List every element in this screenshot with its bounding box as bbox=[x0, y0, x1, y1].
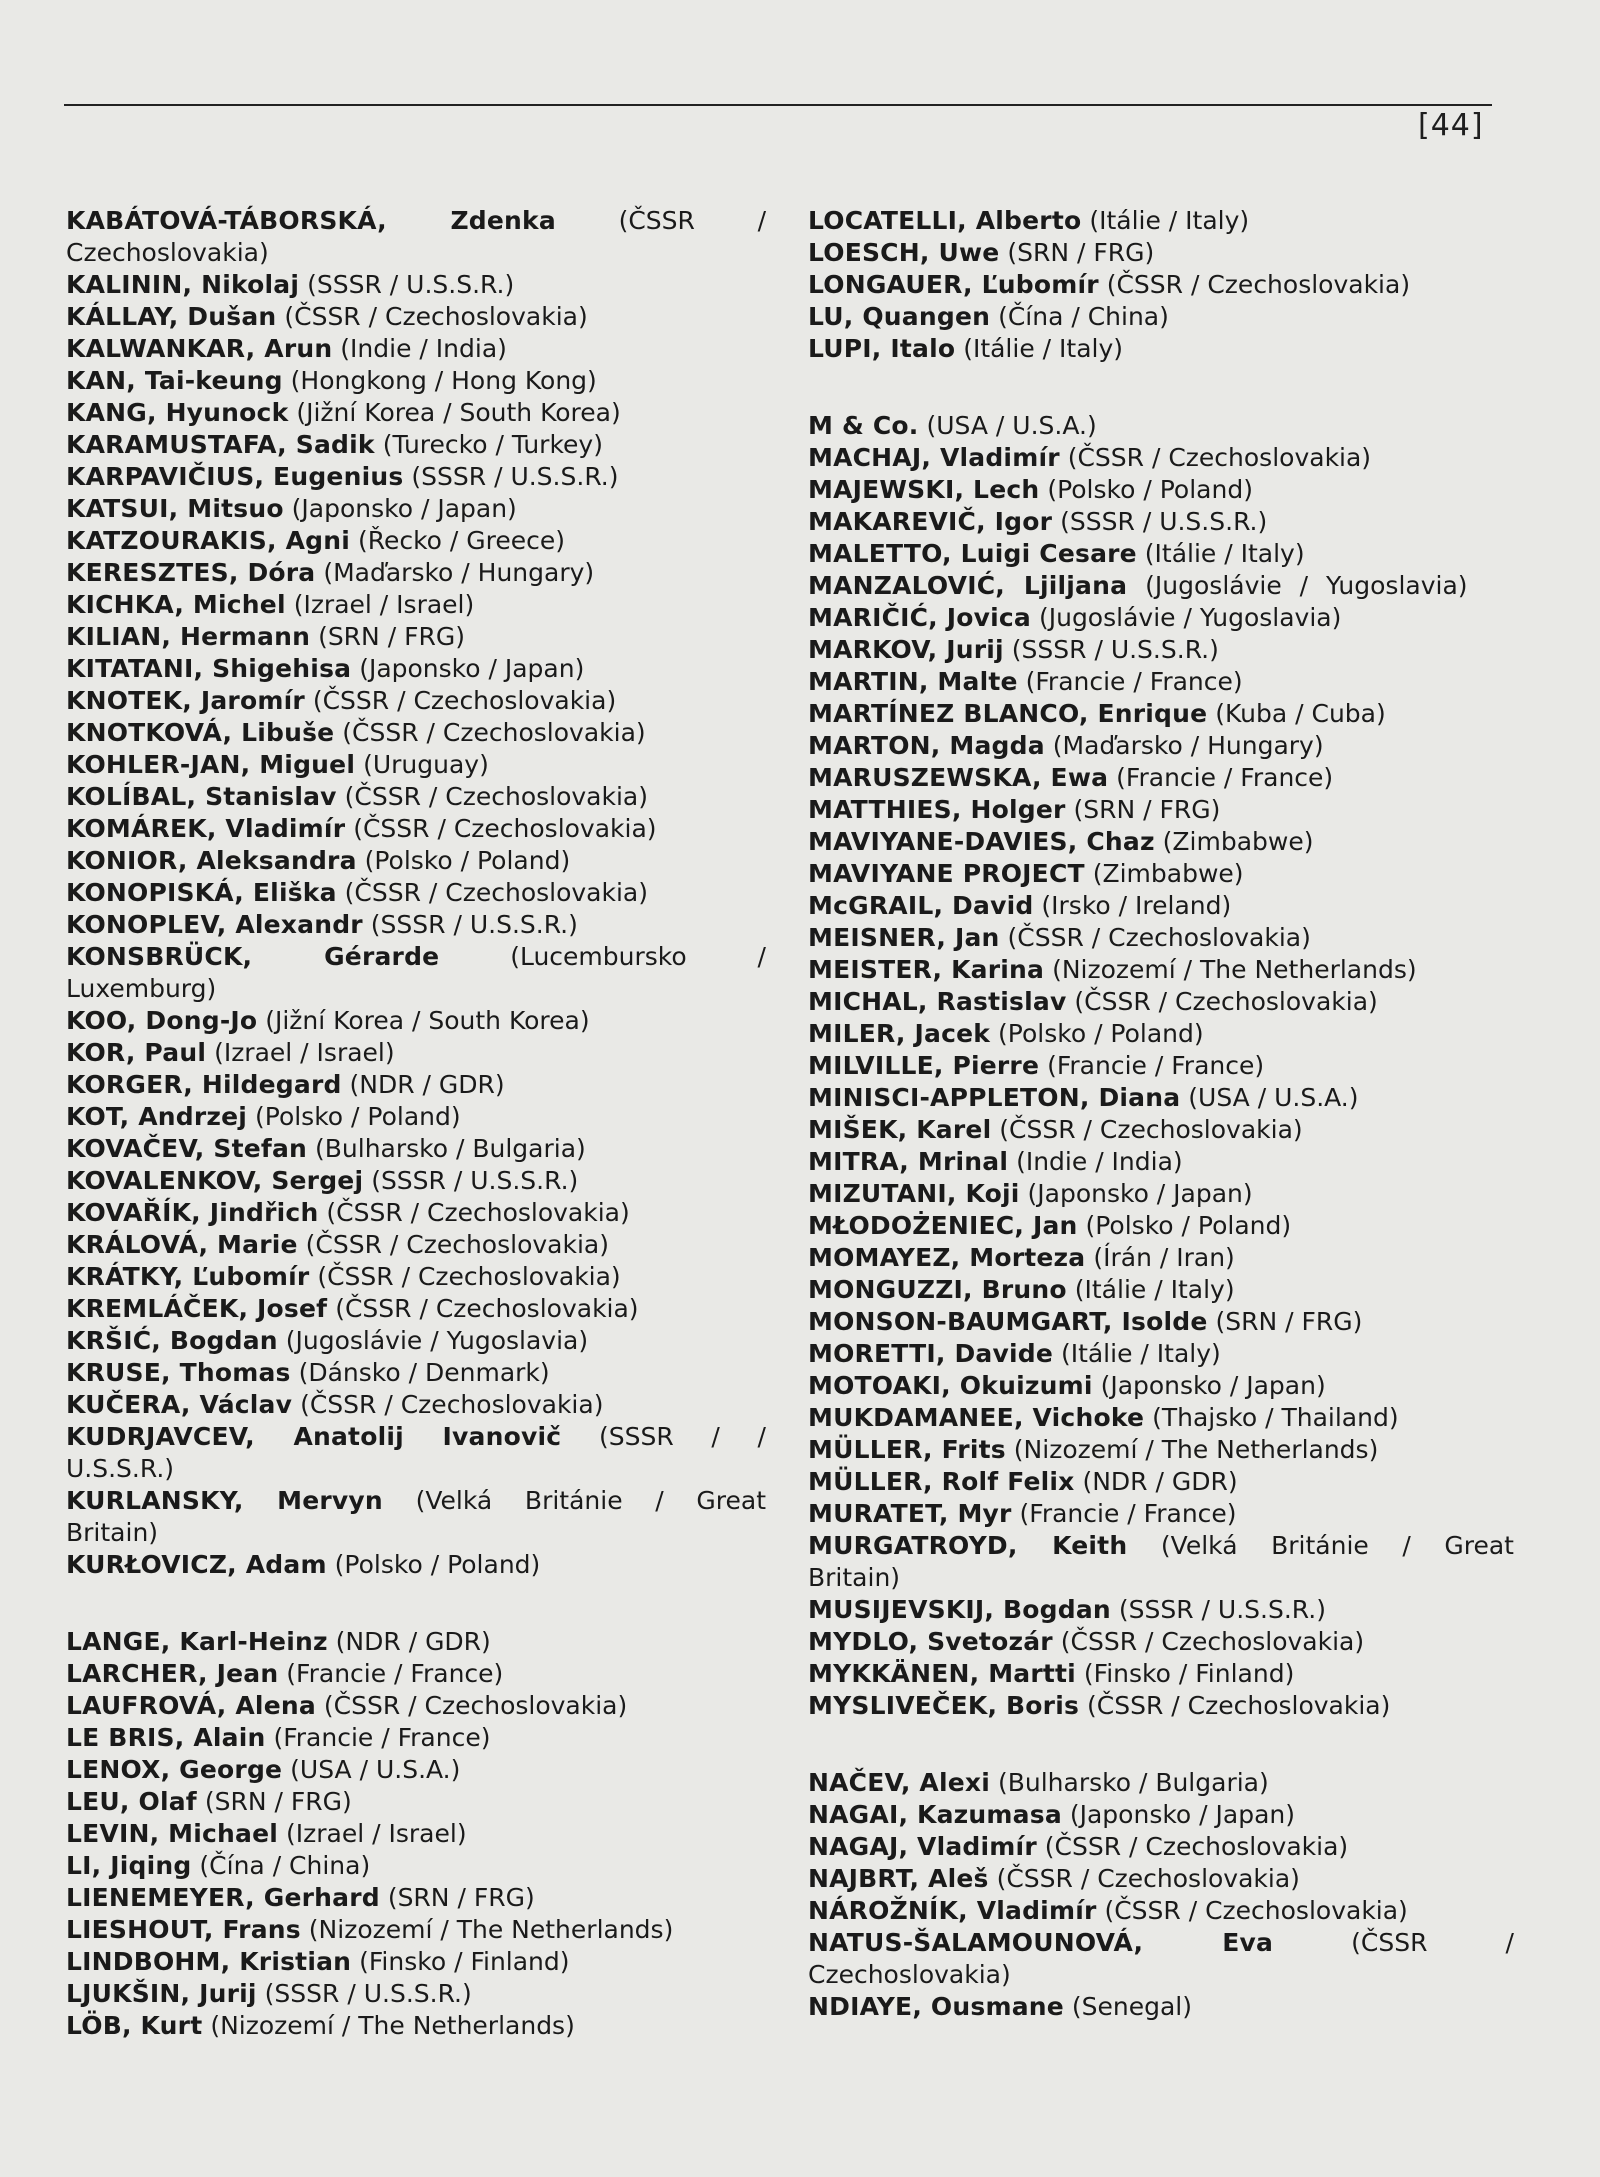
list-item: KOO, Dong-Jo (Jižní Korea / South Korea) bbox=[66, 1006, 590, 1035]
list-item: MURGATROYD, Keith (Velká Británie / Great Britain) bbox=[808, 1531, 1514, 1592]
list-item: NDIAYE, Ousmane (Senegal) bbox=[808, 1992, 1192, 2021]
list-item: KABÁTOVÁ-TÁBORSKÁ, Zdenka (ČSSR / Czechoslovakia) bbox=[66, 206, 766, 267]
list-item: MUSIJEVSKIJ, Bogdan (SSSR / U.S.S.R.) bbox=[808, 1595, 1326, 1624]
list-item: MARTÍNEZ BLANCO, Enrique (Kuba / Cuba) bbox=[808, 699, 1386, 728]
list-item: LONGAUER, Ľubomír (ČSSR / Czechoslovakia) bbox=[808, 270, 1411, 299]
list-item: MATTHIES, Holger (SRN / FRG) bbox=[808, 795, 1221, 824]
list-item: MARTIN, Malte (Francie / France) bbox=[808, 667, 1243, 696]
list-item: KURLANSKY, Mervyn (Velká Británie / Great Britain) bbox=[66, 1486, 767, 1547]
list-item: KÁLLAY, Dušan (ČSSR / Czechoslovakia) bbox=[66, 302, 588, 331]
list-item: LOESCH, Uwe (SRN / FRG) bbox=[808, 238, 1155, 267]
right-column bbox=[808, 205, 1514, 2023]
list-item: KERESZTES, Dóra (Maďarsko / Hungary) bbox=[66, 558, 595, 587]
page-number: [44] bbox=[1418, 108, 1484, 143]
list-item: MILER, Jacek (Polsko / Poland) bbox=[808, 1019, 1204, 1048]
list-item: McGRAIL, David (Irsko / Ireland) bbox=[808, 891, 1232, 920]
list-item: LUPI, Italo (Itálie / Italy) bbox=[808, 334, 1124, 363]
list-item: MYKKÄNEN, Martti (Finsko / Finland) bbox=[808, 1659, 1295, 1688]
list-item: MORETTI, Davide (Itálie / Italy) bbox=[808, 1339, 1221, 1368]
list-item: KANG, Hyunock (Jižní Korea / South Korea) bbox=[66, 398, 621, 427]
list-item: KALWANKAR, Arun (Indie / India) bbox=[66, 334, 507, 363]
list-item: KOVALENKOV, Sergej (SSSR / U.S.S.R.) bbox=[66, 1166, 579, 1195]
list-item: LAUFROVÁ, Alena (ČSSR / Czechoslovakia) bbox=[66, 1691, 628, 1720]
list-item: LI, Jiqing (Čína / China) bbox=[66, 1851, 371, 1880]
list-item: KATSUI, Mitsuo (Japonsko / Japan) bbox=[66, 494, 517, 523]
list-item: M & Co. (USA / U.S.A.) bbox=[808, 411, 1097, 440]
list-item: KONIOR, Aleksandra (Polsko / Poland) bbox=[66, 846, 571, 875]
left-column bbox=[66, 205, 766, 2042]
list-item: MEISNER, Jan (ČSSR / Czechoslovakia) bbox=[808, 923, 1311, 952]
list-item: KORGER, Hildegard (NDR / GDR) bbox=[66, 1070, 505, 1099]
list-item: MINISCI-APPLETON, Diana (USA / U.S.A.) bbox=[808, 1083, 1359, 1112]
list-item: KICHKA, Michel (Izrael / Israel) bbox=[66, 590, 475, 619]
list-item: MŁODOŻENIEC, Jan (Polsko / Poland) bbox=[808, 1211, 1292, 1240]
list-item: KOR, Paul (Izrael / Israel) bbox=[66, 1038, 395, 1067]
list-item: NAJBRT, Aleš (ČSSR / Czechoslovakia) bbox=[808, 1864, 1300, 1893]
list-item: KRÁLOVÁ, Marie (ČSSR / Czechoslovakia) bbox=[66, 1230, 609, 1259]
header-rule bbox=[64, 104, 1492, 106]
list-item: LIESHOUT, Frans (Nizozemí / The Netherlands) bbox=[66, 1915, 674, 1944]
section-gap bbox=[808, 1722, 1514, 1767]
list-item: MONSON-BAUMGART, Isolde (SRN / FRG) bbox=[808, 1307, 1363, 1336]
list-item: KOVAŘÍK, Jindřich (ČSSR / Czechoslovakia) bbox=[66, 1198, 630, 1227]
list-item: KNOTKOVÁ, Libuše (ČSSR / Czechoslovakia) bbox=[66, 718, 646, 747]
list-item: MARIČIĆ, Jovica (Jugoslávie / Yugoslavia) bbox=[808, 603, 1342, 632]
list-item: MONGUZZI, Bruno (Itálie / Italy) bbox=[808, 1275, 1235, 1304]
list-item: MARUSZEWSKA, Ewa (Francie / France) bbox=[808, 763, 1334, 792]
list-item: KURŁOVICZ, Adam (Polsko / Poland) bbox=[66, 1550, 541, 1579]
list-item: MIŠEK, Karel (ČSSR / Czechoslovakia) bbox=[808, 1115, 1303, 1144]
list-item: NAGAJ, Vladimír (ČSSR / Czechoslovakia) bbox=[808, 1832, 1349, 1861]
list-item: KONSBRÜCK, Gérarde (Lucembursko / Luxemburg) bbox=[66, 942, 766, 1003]
list-item: KOVAČEV, Stefan (Bulharsko / Bulgaria) bbox=[66, 1134, 586, 1163]
list-item: KRŠIĆ, Bogdan (Jugoslávie / Yugoslavia) bbox=[66, 1326, 589, 1355]
list-item: LOCATELLI, Alberto (Itálie / Italy) bbox=[808, 206, 1250, 235]
list-item: MOTOAKI, Okuizumi (Japonsko / Japan) bbox=[808, 1371, 1326, 1400]
list-item: LINDBOHM, Kristian (Finsko / Finland) bbox=[66, 1947, 570, 1976]
list-item: MAVIYANE-DAVIES, Chaz (Zimbabwe) bbox=[808, 827, 1314, 856]
list-item: KOLÍBAL, Stanislav (ČSSR / Czechoslovakia) bbox=[66, 782, 648, 811]
list-item: KARPAVIČIUS, Eugenius (SSSR / U.S.S.R.) bbox=[66, 462, 619, 491]
list-item: MITRA, Mrinal (Indie / India) bbox=[808, 1147, 1183, 1176]
list-item: LANGE, Karl-Heinz (NDR / GDR) bbox=[66, 1627, 491, 1656]
list-item: LENOX, George (USA / U.S.A.) bbox=[66, 1755, 461, 1784]
list-item: MAKAREVIČ, Igor (SSSR / U.S.S.R.) bbox=[808, 507, 1268, 536]
list-item: LARCHER, Jean (Francie / France) bbox=[66, 1659, 504, 1688]
list-item: KONOPLEV, Alexandr (SSSR / U.S.S.R.) bbox=[66, 910, 578, 939]
list-item: MEISTER, Karina (Nizozemí / The Netherlands) bbox=[808, 955, 1417, 984]
list-item: KOT, Andrzej (Polsko / Poland) bbox=[66, 1102, 461, 1131]
list-item: KUČERA, Václav (ČSSR / Czechoslovakia) bbox=[66, 1390, 604, 1419]
list-item: KATZOURAKIS, Agni (Řecko / Greece) bbox=[66, 526, 566, 555]
list-item: NAČEV, Alexi (Bulharsko / Bulgaria) bbox=[808, 1768, 1269, 1797]
list-item: LÖB, Kurt (Nizozemí / The Netherlands) bbox=[66, 2011, 575, 2040]
list-item: MOMAYEZ, Morteza (Írán / Iran) bbox=[808, 1243, 1235, 1272]
list-item: KNOTEK, Jaromír (ČSSR / Czechoslovakia) bbox=[66, 686, 617, 715]
list-item: KOMÁREK, Vladimír (ČSSR / Czechoslovakia) bbox=[66, 814, 657, 843]
list-item: MÜLLER, Rolf Felix (NDR / GDR) bbox=[808, 1467, 1238, 1496]
list-item: MARKOV, Jurij (SSSR / U.S.S.R.) bbox=[808, 635, 1219, 664]
list-item: NÁROŽNÍK, Vladimír (ČSSR / Czechoslovakia) bbox=[808, 1896, 1408, 1925]
list-item: KONOPISKÁ, Eliška (ČSSR / Czechoslovakia) bbox=[66, 878, 648, 907]
section-gap bbox=[808, 365, 1514, 410]
list-item: NAGAI, Kazumasa (Japonsko / Japan) bbox=[808, 1800, 1296, 1829]
list-item: MILVILLE, Pierre (Francie / France) bbox=[808, 1051, 1265, 1080]
list-item: KALININ, Nikolaj (SSSR / U.S.S.R.) bbox=[66, 270, 515, 299]
list-item: MARTON, Magda (Maďarsko / Hungary) bbox=[808, 731, 1324, 760]
list-item: LJUKŠIN, Jurij (SSSR / U.S.S.R.) bbox=[66, 1979, 472, 2008]
list-item: KREMLÁČEK, Josef (ČSSR / Czechoslovakia) bbox=[66, 1294, 639, 1323]
list-item: MIZUTANI, Koji (Japonsko / Japan) bbox=[808, 1179, 1253, 1208]
list-item: LE BRIS, Alain (Francie / France) bbox=[66, 1723, 491, 1752]
list-item: MÜLLER, Frits (Nizozemí / The Netherlands) bbox=[808, 1435, 1379, 1464]
list-item: MACHAJ, Vladimír (ČSSR / Czechoslovakia) bbox=[808, 443, 1372, 472]
list-item: MURATET, Myr (Francie / France) bbox=[808, 1499, 1237, 1528]
list-item: KAN, Tai-keung (Hongkong / Hong Kong) bbox=[66, 366, 597, 395]
list-item: MANZALOVIĆ, Ljiljana (Jugoslávie / Yugoslavia) bbox=[808, 571, 1468, 600]
list-item: NATUS-ŠALAMOUNOVÁ, Eva (ČSSR / Czechoslovakia) bbox=[808, 1928, 1514, 1989]
list-item: KOHLER-JAN, Miguel (Uruguay) bbox=[66, 750, 489, 779]
list-item: KARAMUSTAFA, Sadik (Turecko / Turkey) bbox=[66, 430, 603, 459]
list-item: LEU, Olaf (SRN / FRG) bbox=[66, 1787, 352, 1816]
list-item: LEVIN, Michael (Izrael / Israel) bbox=[66, 1819, 467, 1848]
list-item: KRUSE, Thomas (Dánsko / Denmark) bbox=[66, 1358, 550, 1387]
list-item: KITATANI, Shigehisa (Japonsko / Japan) bbox=[66, 654, 585, 683]
list-item: MAVIYANE PROJECT (Zimbabwe) bbox=[808, 859, 1244, 888]
section-gap bbox=[66, 1581, 766, 1626]
list-item: MYDLO, Svetozár (ČSSR / Czechoslovakia) bbox=[808, 1627, 1365, 1656]
list-item: MUKDAMANEE, Vichoke (Thajsko / Thailand) bbox=[808, 1403, 1399, 1432]
list-item: KILIAN, Hermann (SRN / FRG) bbox=[66, 622, 465, 651]
list-item: MICHAL, Rastislav (ČSSR / Czechoslovakia) bbox=[808, 987, 1378, 1016]
list-item: MAJEWSKI, Lech (Polsko / Poland) bbox=[808, 475, 1253, 504]
list-item: KUDRJAVCEV, Anatolij Ivanovič (SSSR / / U.S.S.R.) bbox=[66, 1422, 766, 1483]
list-item: LIENEMEYER, Gerhard (SRN / FRG) bbox=[66, 1883, 535, 1912]
list-item: KRÁTKY, Ľubomír (ČSSR / Czechoslovakia) bbox=[66, 1262, 621, 1291]
list-item: MALETTO, Luigi Cesare (Itálie / Italy) bbox=[808, 539, 1305, 568]
list-item: MYSLIVEČEK, Boris (ČSSR / Czechoslovakia) bbox=[808, 1691, 1391, 1720]
list-item: LU, Quangen (Čína / China) bbox=[808, 302, 1169, 331]
